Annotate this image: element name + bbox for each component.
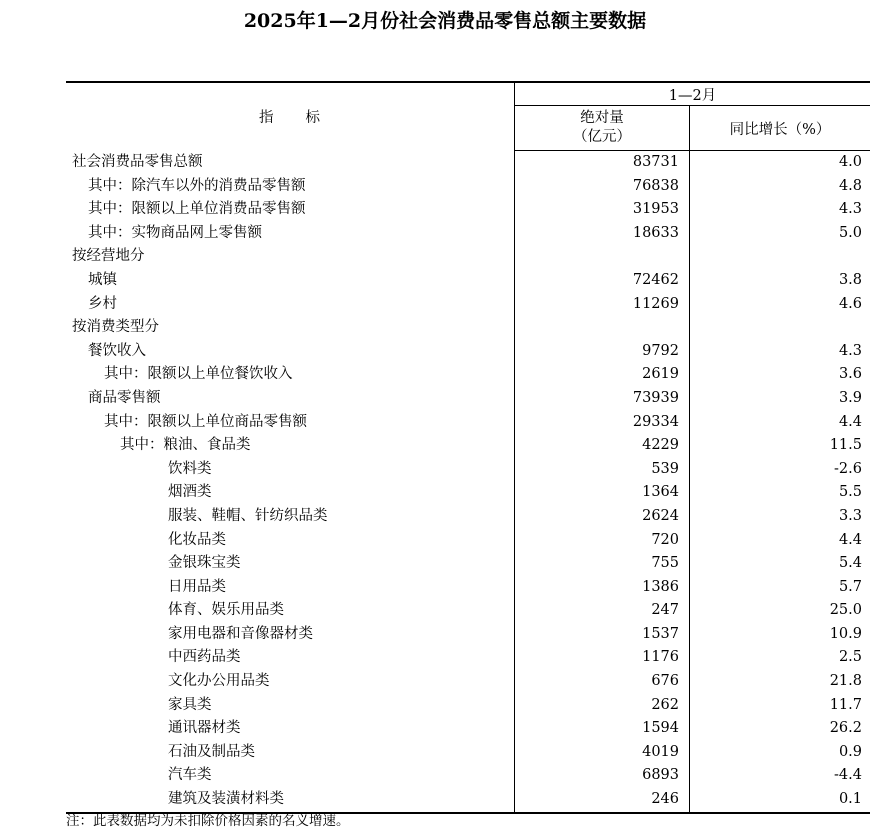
- row-absolute-value: 11269: [515, 293, 690, 317]
- row-absolute-value: 720: [515, 529, 690, 553]
- table-row: [66, 198, 870, 222]
- row-yoy-growth: 0.1: [690, 788, 871, 813]
- row-indicator: 其中：限额以上单位餐饮收入: [104, 366, 293, 383]
- header-yoy: 同比增长（%）: [690, 106, 871, 151]
- row-yoy-growth: 4.0: [838, 154, 862, 170]
- row-indicator: 商品零售额: [88, 389, 161, 406]
- row-indicator: 其中：粮油、食品类: [120, 437, 251, 454]
- row-yoy-growth: 0.9: [838, 743, 862, 760]
- header-absolute: [515, 106, 690, 151]
- row-yoy-growth: 11.5: [829, 437, 862, 454]
- row-yoy-growth: 3.9: [838, 389, 862, 406]
- row-yoy-growth: [690, 316, 871, 340]
- row-yoy-growth: 2.5: [838, 649, 862, 666]
- row-yoy-growth: 3.3: [838, 507, 862, 524]
- row-absolute-value: 755: [515, 552, 690, 576]
- row-indicator: 金银珠宝类: [168, 555, 241, 572]
- table-row: [66, 458, 870, 482]
- row-indicator: 化妆品类: [168, 531, 226, 548]
- table-row: [66, 741, 870, 765]
- row-absolute-value: 31953: [515, 198, 690, 222]
- row-absolute-value: 83731: [515, 151, 690, 175]
- row-absolute-value: 246: [515, 788, 690, 813]
- table-row: [66, 151, 870, 175]
- table-row: [66, 340, 870, 364]
- row-indicator: 按消费类型分: [72, 319, 159, 336]
- row-yoy-growth: 5.5: [838, 484, 862, 501]
- row-absolute-value: 262: [515, 694, 690, 718]
- row-indicator: 其中：除汽车以外的消费品零售额: [88, 177, 306, 194]
- table-row: [66, 316, 870, 340]
- row-yoy-growth: 21.8: [829, 673, 862, 690]
- row-indicator: 体育、娱乐用品类: [168, 602, 284, 619]
- row-indicator: 通讯器材类: [168, 720, 241, 737]
- row-yoy-growth: 5.7: [838, 578, 862, 595]
- row-indicator: 餐饮收入: [88, 342, 146, 359]
- table-row: [66, 481, 870, 505]
- table-row: [66, 717, 870, 741]
- row-absolute-value: 247: [515, 599, 690, 623]
- row-indicator: 饮料类: [168, 460, 212, 477]
- row-absolute-value: 2619: [515, 363, 690, 387]
- row-absolute-value: 6893: [515, 764, 690, 788]
- table-row: [66, 505, 870, 529]
- row-yoy-growth: 4.3: [838, 201, 862, 218]
- table-row: [66, 552, 870, 576]
- table-row: [66, 245, 870, 269]
- row-indicator: 城镇: [88, 271, 117, 288]
- row-indicator: 社会消费品零售总额: [72, 153, 203, 170]
- table-row: [66, 576, 870, 600]
- row-yoy-growth: 4.6: [838, 295, 862, 312]
- row-indicator: 石油及制品类: [168, 743, 255, 760]
- row-indicator: 服装、鞋帽、针纺织品类: [168, 507, 328, 524]
- row-absolute-value: 4229: [515, 434, 690, 458]
- row-yoy-growth: 5.4: [838, 555, 862, 572]
- row-absolute-value: 72462: [515, 269, 690, 293]
- table-row: [66, 363, 870, 387]
- row-indicator: 其中：实物商品网上零售额: [88, 224, 262, 241]
- table-row: [66, 646, 870, 670]
- row-indicator: 乡村: [88, 295, 117, 312]
- row-indicator: 汽车类: [168, 767, 212, 784]
- table-row: [66, 694, 870, 718]
- row-yoy-growth: 25.0: [829, 602, 862, 619]
- row-indicator: 建筑及装潢材料类: [66, 788, 515, 813]
- row-absolute-value: 73939: [515, 387, 690, 411]
- row-yoy-growth: [690, 245, 871, 269]
- retail-sales-table: [66, 81, 870, 814]
- row-yoy-growth: 4.3: [838, 342, 862, 359]
- row-indicator: 家具类: [168, 696, 212, 713]
- table-row: [66, 764, 870, 788]
- row-absolute-value: 4019: [515, 741, 690, 765]
- row-indicator: 中西药品类: [168, 649, 241, 666]
- row-absolute-value: 676: [515, 670, 690, 694]
- row-yoy-growth: 4.8: [838, 177, 862, 194]
- row-yoy-growth: 5.0: [838, 224, 862, 241]
- row-absolute-value: 1364: [515, 481, 690, 505]
- table-body: [66, 151, 870, 813]
- row-indicator: 家用电器和音像器材类: [168, 625, 313, 642]
- row-yoy-growth: 11.7: [829, 696, 862, 713]
- header-absolute-label: 绝对量: [580, 110, 624, 126]
- table-row: [66, 387, 870, 411]
- row-yoy-growth: 4.4: [838, 413, 862, 430]
- row-yoy-growth: 3.8: [838, 271, 862, 288]
- row-yoy-growth: 26.2: [829, 720, 862, 737]
- row-yoy-growth: 10.9: [829, 625, 862, 642]
- row-indicator: 日用品类: [168, 578, 226, 595]
- header-indicator: 指 标: [66, 82, 515, 151]
- header-absolute-unit: （亿元）: [573, 129, 631, 145]
- table-row: [66, 222, 870, 246]
- table-row: [66, 411, 870, 435]
- table-row: [66, 529, 870, 553]
- row-absolute-value: 76838: [515, 175, 690, 199]
- row-absolute-value: 9792: [515, 340, 690, 364]
- row-absolute-value: [515, 245, 690, 269]
- table-row: [66, 788, 870, 813]
- row-yoy-growth: 3.6: [838, 366, 862, 383]
- row-indicator: 文化办公用品类: [168, 673, 270, 690]
- row-yoy-growth: -4.4: [834, 767, 862, 784]
- row-indicator: 烟酒类: [168, 484, 212, 501]
- row-indicator: 其中：限额以上单位消费品零售额: [88, 201, 306, 218]
- row-yoy-growth: -2.6: [834, 460, 862, 477]
- table-row: [66, 623, 870, 647]
- table-row: [66, 175, 870, 199]
- table-row: [66, 293, 870, 317]
- row-absolute-value: 1594: [515, 717, 690, 741]
- table-row: [66, 599, 870, 623]
- table-row: [66, 434, 870, 458]
- row-absolute-value: 539: [515, 458, 690, 482]
- table-row: [66, 670, 870, 694]
- row-absolute-value: 1386: [515, 576, 690, 600]
- row-absolute-value: 1176: [515, 646, 690, 670]
- row-absolute-value: [515, 316, 690, 340]
- page-title: 2025年1—2月份社会消费品零售总额主要数据: [243, 10, 647, 32]
- table-row: [66, 269, 870, 293]
- header-period: 1—2月: [515, 82, 871, 106]
- row-absolute-value: 1537: [515, 623, 690, 647]
- row-absolute-value: 18633: [515, 222, 690, 246]
- footnote: 注：此表数据均为未扣除价格因素的名义增速。: [66, 813, 350, 829]
- row-yoy-growth: 4.4: [838, 531, 862, 548]
- row-absolute-value: 2624: [515, 505, 690, 529]
- row-absolute-value: 29334: [515, 411, 690, 435]
- row-indicator: 按经营地分: [72, 248, 145, 265]
- row-indicator: 其中：限额以上单位商品零售额: [104, 413, 307, 430]
